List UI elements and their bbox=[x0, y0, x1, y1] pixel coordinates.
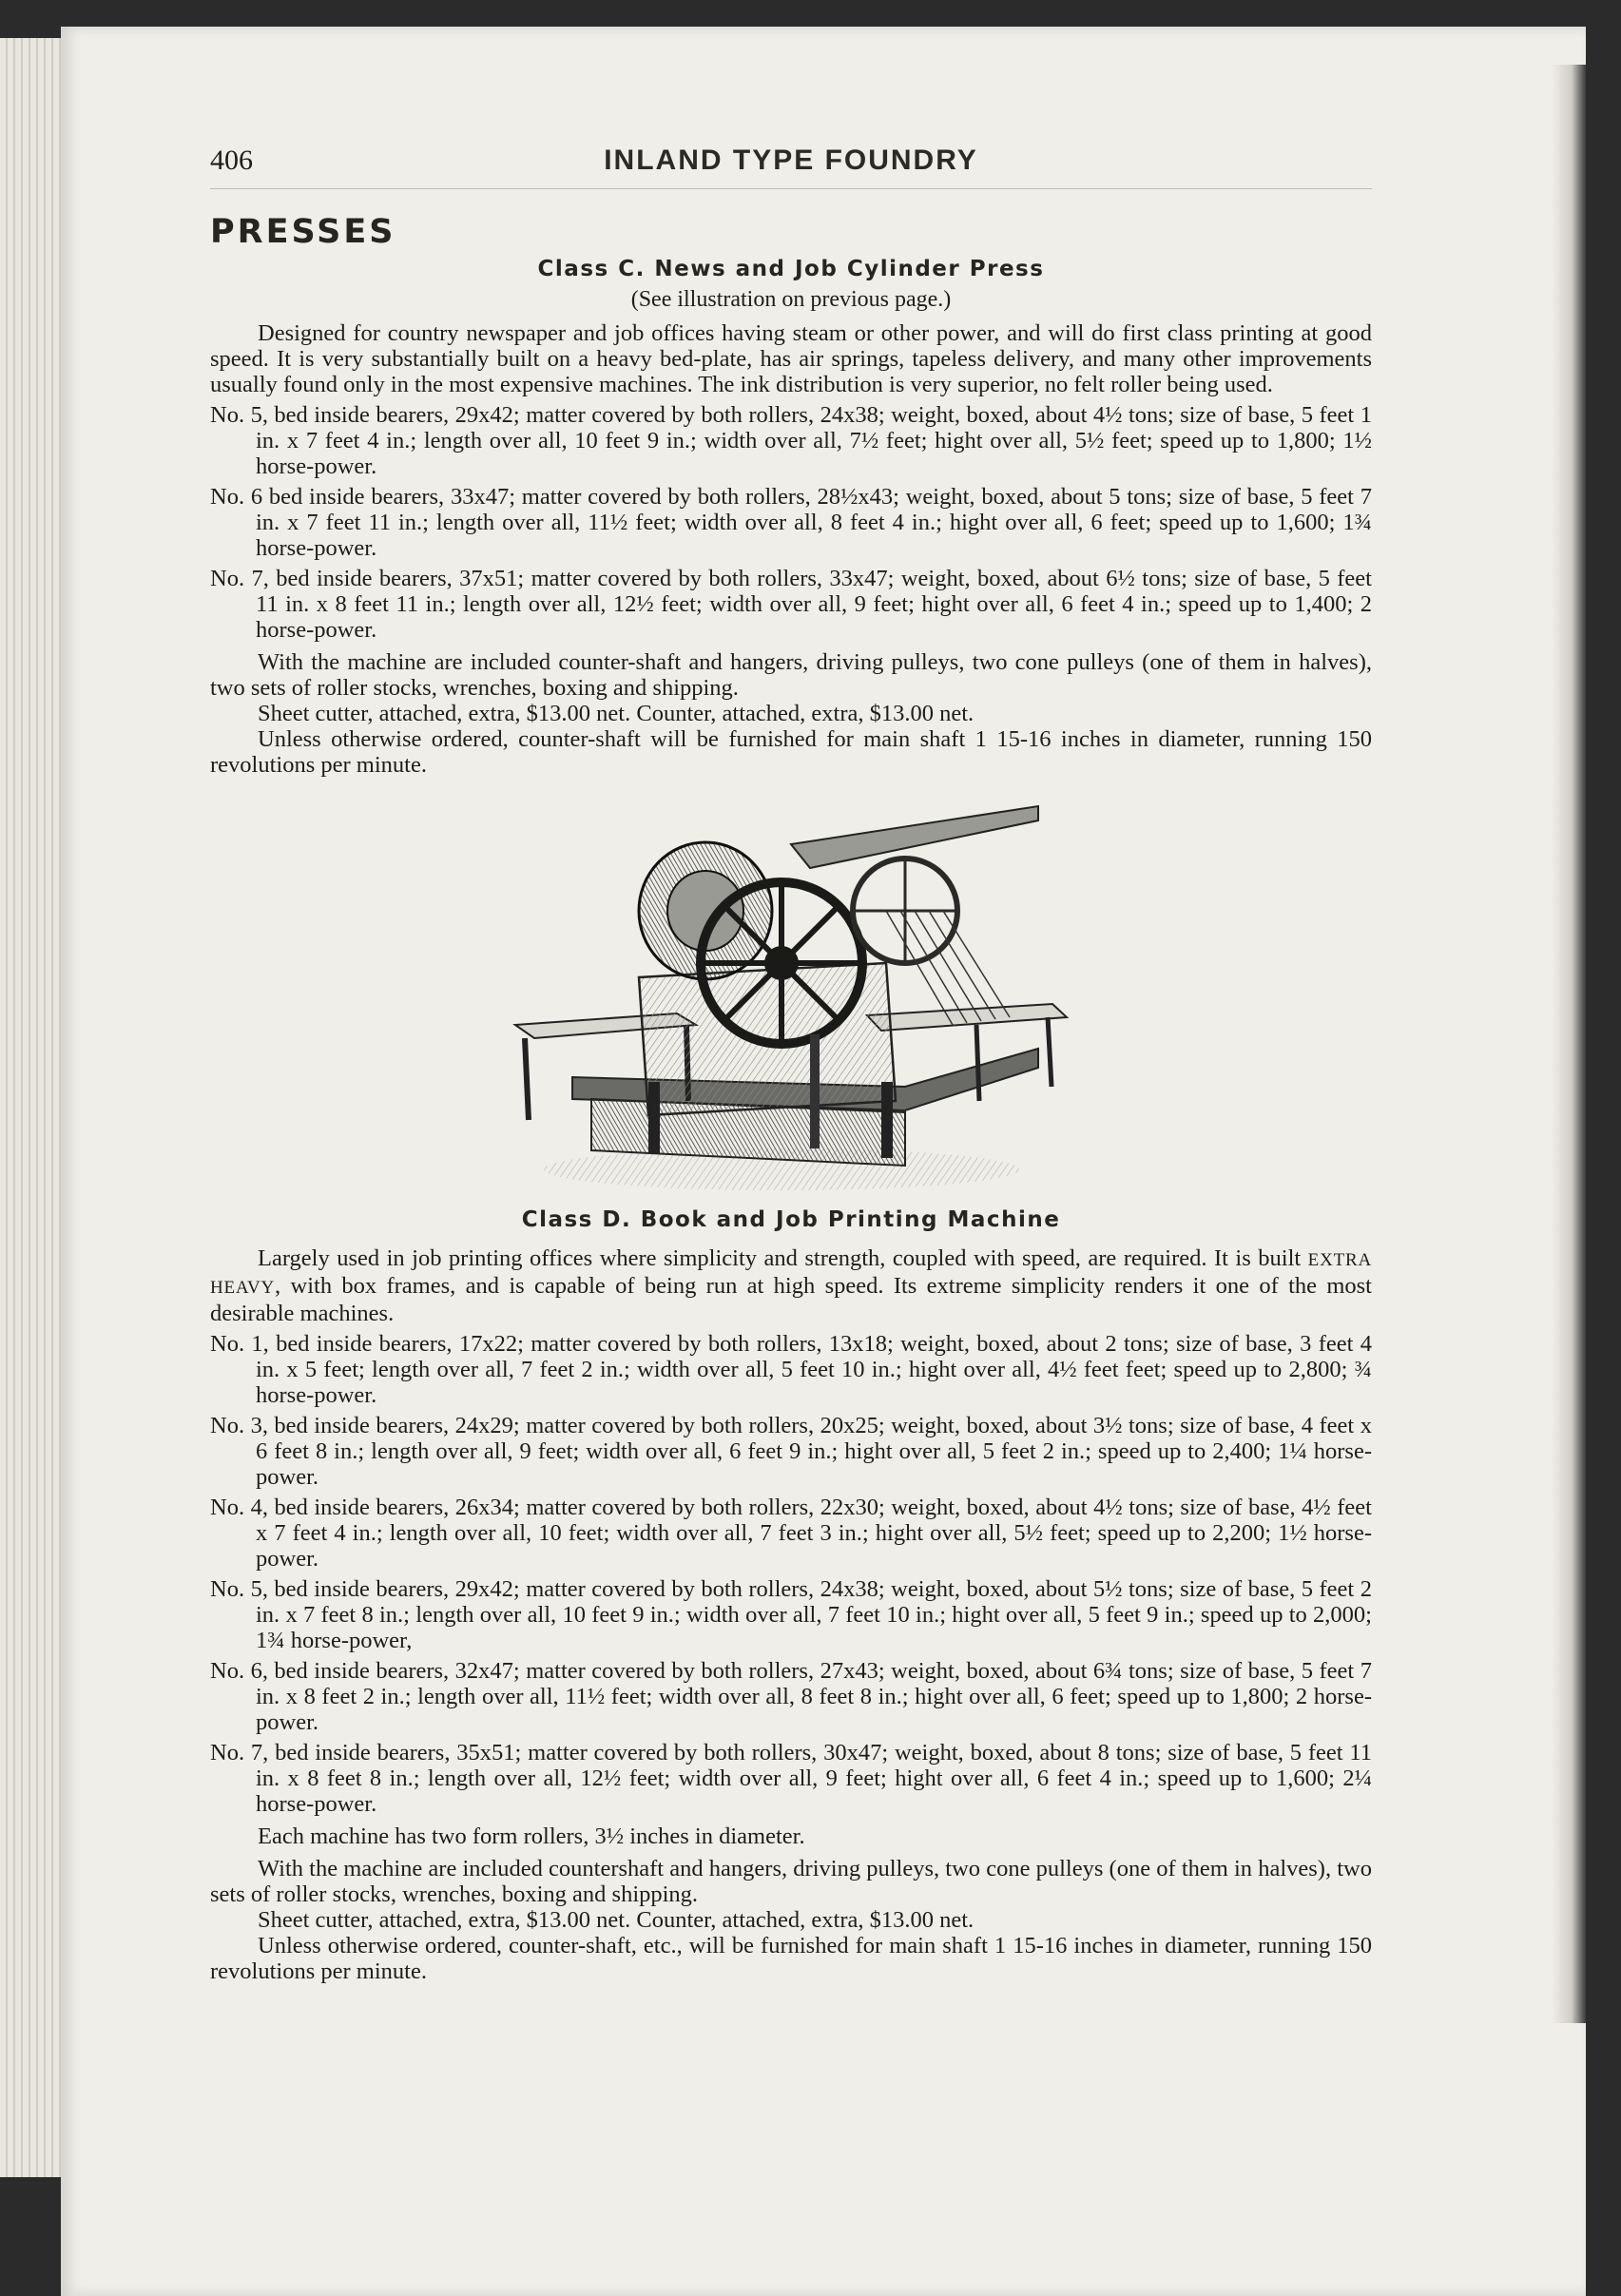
class-d-description-after: , with box frames, and is capable of being run at high speed. Its extreme simplicity renders it one of the most desirable machines. bbox=[210, 1273, 1372, 1326]
class-d-description bbox=[210, 1245, 1372, 1326]
cylinder-press-illustration bbox=[506, 797, 1076, 1196]
section-title: PRESSES bbox=[210, 213, 396, 251]
class-d-included: With the machine are included countershaft and hangers, driving pulleys, two cone pulleys (one of them in halves), two sets of roller stocks, wrenches, boxing and shipping. bbox=[210, 1856, 1372, 1907]
class-c-heading: Class C. News and Job Cylinder Press bbox=[537, 257, 1045, 281]
page-content bbox=[210, 143, 1372, 1984]
page-header bbox=[210, 143, 1372, 189]
class-c-spec-no7: No. 7, bed inside bearers, 37x51; matter covered by both rollers, 33x47; weight, boxed, about 6½ tons; size of base, 5 feet 11 in. x 8 feet 11 in.; length over all, 12½ feet; width over all, 9 feet; hight over all, 6 feet 4 in.; speed up to 1,400; 2 horse-power. bbox=[210, 566, 1372, 643]
class-d-heading: Class D. Book and Job Printing Machine bbox=[521, 1207, 1061, 1232]
running-head: INLAND TYPE FOUNDRY bbox=[604, 145, 978, 176]
class-d-spec-no6: No. 6, bed inside bearers, 32x47; matter covered by both rollers, 27x43; weight, boxed, about 6¾ tons; size of base, 5 feet 7 in. x 8 feet 2 in.; length over all, 11½ feet; width over all, 8 feet 8 in.; hight over all, 6 feet; speed up to 1,800; 2 horse-power. bbox=[210, 1658, 1372, 1735]
class-d-spec-no7: No. 7, bed inside bearers, 35x51; matter covered by both rollers, 30x47; weight, boxed, about 8 tons; size of base, 5 feet 11 in. x 8 feet 8 in.; length over all, 12½ feet; width over all, 9 feet; hight over all, 6 feet 4 in.; speed up to 1,600; 2¼ horse-power. bbox=[210, 1740, 1372, 1817]
class-d-extras: Sheet cutter, attached, extra, $13.00 net. Counter, attached, extra, $13.00 net. bbox=[258, 1907, 975, 1933]
class-c-shaft-note: Unless otherwise ordered, counter-shaft will be furnished for main shaft 1 15-16 inches in diameter, running 150 revolutions per minute. bbox=[210, 726, 1372, 778]
class-d-description-caps: EXTRA HEAVY bbox=[210, 1250, 1372, 1298]
class-c-included: With the machine are included counter-shaft and hangers, driving pulleys, two cone pulleys (one of them in halves), two sets of roller stocks, wrenches, boxing and shipping. bbox=[210, 649, 1372, 701]
class-c-note: (See illustration on previous page.) bbox=[630, 287, 952, 312]
class-d-description-before: Largely used in job printing offices where simplicity and strength, coupled with speed, are required. It is built bbox=[258, 1245, 1308, 1271]
class-c-spec-no5: No. 5, bed inside bearers, 29x42; matter covered by both rollers, 24x38; weight, boxed, about 4½ tons; size of base, 5 feet 1 in. x 7 feet 4 in.; length over all, 10 feet 9 in.; width over all, 7½ feet; hight over all, 5½ feet; speed up to 1,800; 1½ horse-power. bbox=[210, 402, 1372, 479]
page-right-edge bbox=[1551, 65, 1586, 2023]
class-d-spec-no5: No. 5, bed inside bearers, 29x42; matter covered by both rollers, 24x38; weight, boxed, about 5½ tons; size of base, 5 feet 2 in. x 7 feet 8 in.; length over all, 10 feet 9 in.; width over all, 7 feet 10 in.; hight over all, 5 feet 9 in.; speed up to 2,000; 1¾ horse-power, bbox=[210, 1576, 1372, 1653]
class-c-extras: Sheet cutter, attached, extra, $13.00 net. Counter, attached, extra, $13.00 net. bbox=[258, 701, 975, 726]
page-number: 406 bbox=[210, 145, 253, 176]
class-d-rollers-note: Each machine has two form rollers, 3½ inches in diameter. bbox=[258, 1823, 805, 1849]
class-c-description: Designed for country newspaper and job offices having steam or other power, and will do first class printing at good speed. It is very substantially built on a heavy bed-plate, has air springs, tapeless delivery, and many other improvements usually found only in the most expensive machines. The ink distribution is very superior, no felt roller being used. bbox=[210, 320, 1372, 397]
class-d-spec-no3: No. 3, bed inside bearers, 24x29; matter covered by both rollers, 20x25; weight, boxed, about 3½ tons; size of base, 4 feet x 6 feet 8 in.; length over all, 9 feet; width over all, 6 feet 9 in.; hight over all, 5 feet 2 in.; speed up to 2,400; 1¼ horse-power. bbox=[210, 1413, 1372, 1490]
class-d-shaft-note: Unless otherwise ordered, counter-shaft, etc., will be furnished for main shaft 1 15-16 inches in diameter, running 150 revolutions per minute. bbox=[210, 1933, 1372, 1984]
class-d-spec-no1: No. 1, bed inside bearers, 17x22; matter covered by both rollers, 13x18; weight, boxed, about 2 tons; size of base, 3 feet 4 in. x 5 feet; length over all, 7 feet 2 in.; width over all, 5 feet 10 in.; hight over all, 4½ feet feet; speed up to 2,800; ¾ horse-power. bbox=[210, 1331, 1372, 1408]
class-c-spec-no6: No. 6 bed inside bearers, 33x47; matter covered by both rollers, 28½x43; weight, boxed, about 5 tons; size of base, 5 feet 7 in. x 7 feet 11 in.; length over all, 11½ feet; width over all, 8 feet 4 in.; hight over all, 6 feet; speed up to 1,600; 1¾ horse-power. bbox=[210, 484, 1372, 561]
class-d-spec-no4: No. 4, bed inside bearers, 26x34; matter covered by both rollers, 22x30; weight, boxed, about 4½ tons; size of base, 4½ feet x 7 feet 4 in.; length over all, 10 feet; width over all, 7 feet 3 in.; hight over all, 5½ feet; speed up to 2,200; 1½ horse-power. bbox=[210, 1495, 1372, 1572]
